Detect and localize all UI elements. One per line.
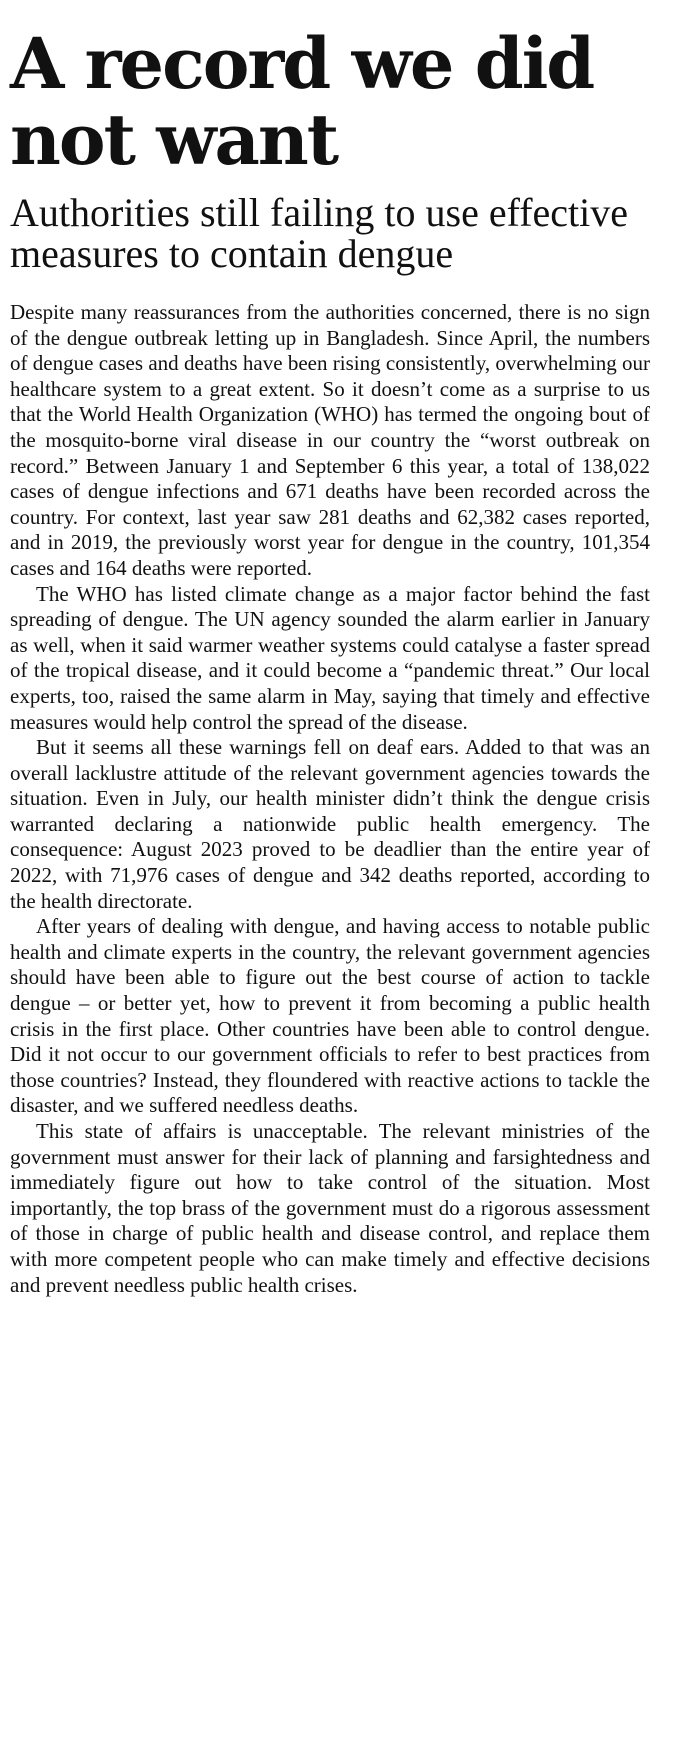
paragraph-1: Despite many reassurances from the authorities concerned, there is no sign of the dengue outbreak letting up in Bangladesh. Since April, the numbers of dengue cases and deaths have been rising consistently, overwhelming our healthcare system to a great extent. So it doesn’t come as a surprise to us that the World Health Organization (WHO) has termed the ongoing bout of the mosquito-borne viral disease in our country the “worst outbreak on record.” Between January 1 and September 6 this year, a total of 138,022 cases of dengue infections and 671 deaths have been recorded across the country. For context, last year saw 281 deaths and 62,382 cases reported, and in 2019, the previously worst year for dengue in the country, 101,354 cases and 164 deaths were reported.: [10, 300, 650, 580]
paragraph-3: But it seems all these warnings fell on deaf ears. Added to that was an overall lacklustre attitude of the relevant government agencies towards the situation. Even in July, our health minister didn’t think the dengue crisis warranted declaring a nationwide public health emergency. The consequence: August 2023 proved to be deadlier than the entire year of 2022, with 71,976 cases of dengue and 342 deaths reported, according to the health directorate.: [10, 735, 650, 913]
article-body: [10, 300, 650, 1298]
paragraph-4: After years of dealing with dengue, and having access to notable public health and climate experts in the country, the relevant government agencies should have been able to figure out the best course of action to tackle dengue – or better yet, how to prevent it from becoming a public health crisis in the first place. Other countries have been able to control dengue. Did it not occur to our government officials to refer to best practices from those countries? Instead, they floundered with reactive actions to tackle the disaster, and we suffered needless deaths.: [10, 914, 650, 1118]
headline: A record we did not want: [10, 22, 594, 181]
paragraph-2: The WHO has listed climate change as a major factor behind the fast spreading of dengue. The UN agency sounded the alarm earlier in January as well, when it said warmer weather systems could catalyse a faster spread of the tropical disease, and it could become a “pandemic threat.” Our local experts, too, raised the same alarm in May, saying that timely and effective measures would help control the spread of the disease.: [10, 581, 650, 734]
paragraph-5: This state of affairs is unacceptable. The relevant ministries of the government must answer for their lack of planning and farsightedness and immediately figure out how to take control of the situation. Most importantly, the top brass of the government must do a rigorous assessment of those in charge of public health and disease control, and replace them with more competent people who can make timely and effective decisions and prevent needless public health crises.: [10, 1119, 650, 1297]
subheadline: Authorities still failing to use effective measures to contain dengue: [10, 190, 629, 276]
